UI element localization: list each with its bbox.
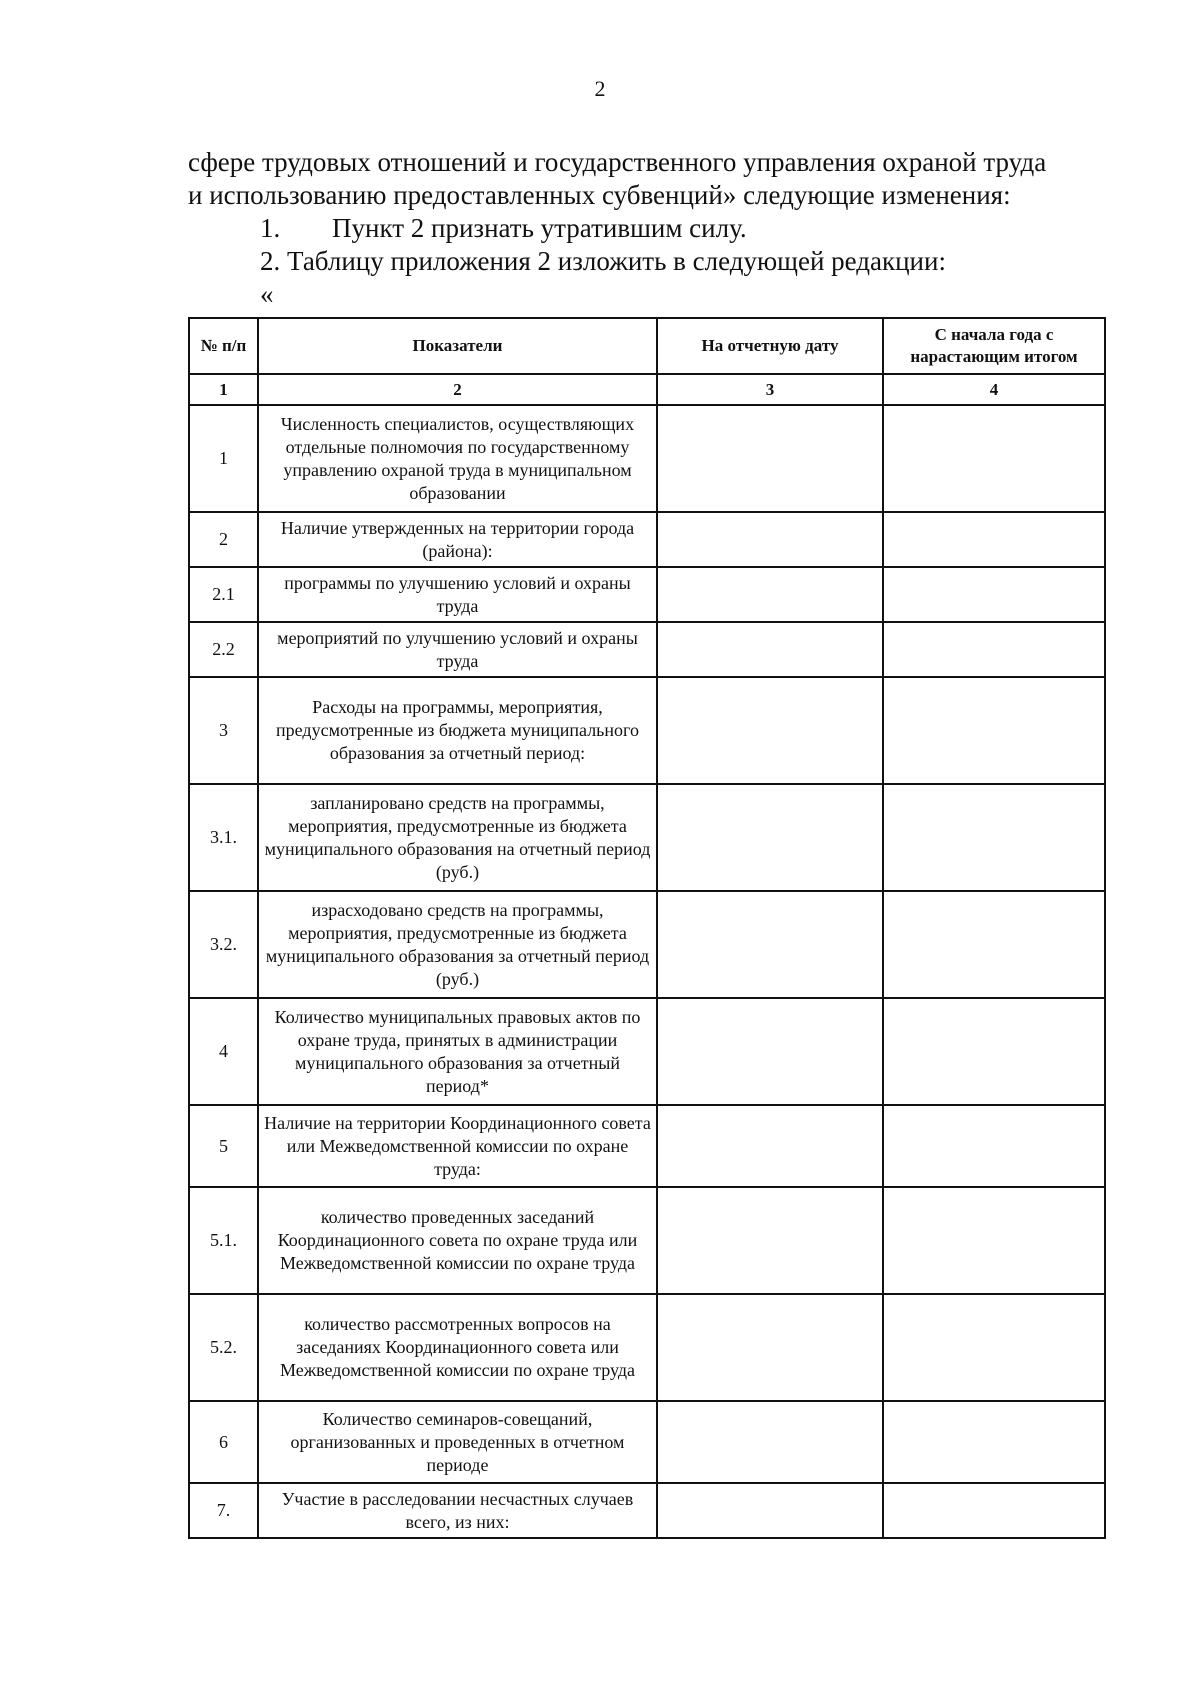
table-row <box>189 1483 1105 1538</box>
row-indicator: мероприятий по улучшению условий и охраны труда <box>258 622 657 677</box>
row-current-value <box>657 1105 883 1187</box>
row-current-value <box>657 1401 883 1483</box>
row-cumulative-value <box>883 512 1105 567</box>
intro-item-1-text: Пункт 2 признать утратившим силу. <box>332 213 747 243</box>
row-indicator: количество рассмотренных вопросов на заседаниях Координационного совета или Межведомственной комиссии по охране труда <box>258 1294 657 1401</box>
page-number: 2 <box>594 76 606 101</box>
table-row <box>189 1105 1105 1187</box>
indicators-table <box>188 317 1106 1539</box>
header-number: № п/п <box>189 318 258 374</box>
row-current-value <box>657 567 883 622</box>
row-number: 5.2. <box>189 1294 258 1401</box>
row-number: 5.1. <box>189 1187 258 1294</box>
table-row <box>189 1401 1105 1483</box>
table-row <box>189 1294 1105 1401</box>
table-row <box>189 784 1105 891</box>
row-cumulative-value <box>883 567 1105 622</box>
row-cumulative-value <box>883 1483 1105 1538</box>
table-row <box>189 512 1105 567</box>
row-current-value <box>657 405 883 512</box>
row-indicator: Участие в расследовании несчастных случаев всего, из них: <box>258 1483 657 1538</box>
table-row <box>189 998 1105 1105</box>
table-row <box>189 622 1105 677</box>
row-number: 7. <box>189 1483 258 1538</box>
row-cumulative-value <box>883 891 1105 998</box>
row-indicator: Количество муниципальных правовых актов по охране труда, принятых в администрации муниципального образования за отчетный период* <box>258 998 657 1105</box>
row-current-value <box>657 784 883 891</box>
row-indicator: программы по улучшению условий и охраны труда <box>258 567 657 622</box>
intro-item-1 <box>188 212 1108 245</box>
row-cumulative-value <box>883 677 1105 784</box>
intro-text <box>188 146 1108 311</box>
row-cumulative-value <box>883 1187 1105 1294</box>
row-cumulative-value <box>883 405 1105 512</box>
row-current-value <box>657 1187 883 1294</box>
table-row <box>189 1187 1105 1294</box>
intro-item-1-number: 1. <box>260 213 281 243</box>
column-numbers-row <box>189 374 1105 405</box>
opening-quote: « <box>260 279 274 309</box>
column-number: 4 <box>883 374 1105 405</box>
row-cumulative-value <box>883 1294 1105 1401</box>
header-cumulative: С начала года с нарастающим итогом <box>883 318 1105 374</box>
table-row <box>189 677 1105 784</box>
row-cumulative-value <box>883 784 1105 891</box>
intro-line-1: сфере трудовых отношений и государственного управления охраной труда <box>188 147 1047 177</box>
row-number: 6 <box>189 1401 258 1483</box>
row-cumulative-value <box>883 622 1105 677</box>
row-number: 2.1 <box>189 567 258 622</box>
row-current-value <box>657 622 883 677</box>
row-indicator: Наличие на территории Координационного совета или Межведомственной комиссии по охране труда: <box>258 1105 657 1187</box>
row-current-value <box>657 998 883 1105</box>
table-row <box>189 567 1105 622</box>
row-number: 2 <box>189 512 258 567</box>
row-number: 2.2 <box>189 622 258 677</box>
row-indicator: Количество семинаров-совещаний, организованных и проведенных в отчетном периоде <box>258 1401 657 1483</box>
table-header-row <box>189 318 1105 374</box>
row-indicator: израсходовано средств на программы, мероприятия, предусмотренные из бюджета муниципального образования за отчетный период (руб.) <box>258 891 657 998</box>
row-cumulative-value <box>883 998 1105 1105</box>
row-current-value <box>657 512 883 567</box>
row-current-value <box>657 1294 883 1401</box>
column-number: 1 <box>189 374 258 405</box>
row-indicator: запланировано средств на программы, мероприятия, предусмотренные из бюджета муниципального образования на отчетный период (руб.) <box>258 784 657 891</box>
column-number: 3 <box>657 374 883 405</box>
row-number: 3.2. <box>189 891 258 998</box>
row-indicator: количество проведенных заседаний Координационного совета по охране труда или Межведомственной комиссии по охране труда <box>258 1187 657 1294</box>
table-row <box>189 891 1105 998</box>
row-number: 3.1. <box>189 784 258 891</box>
intro-line-2: и использованию предоставленных субвенций» следующие изменения: <box>188 180 1011 210</box>
row-current-value <box>657 677 883 784</box>
row-indicator: Наличие утвержденных на территории города (района): <box>258 512 657 567</box>
row-cumulative-value <box>883 1105 1105 1187</box>
row-number: 5 <box>189 1105 258 1187</box>
row-number: 3 <box>189 677 258 784</box>
row-number: 4 <box>189 998 258 1105</box>
header-current-date: На отчетную дату <box>657 318 883 374</box>
column-number: 2 <box>258 374 657 405</box>
row-current-value <box>657 1483 883 1538</box>
table-row <box>189 405 1105 512</box>
header-indicator: Показатели <box>258 318 657 374</box>
intro-item-2: 2. Таблицу приложения 2 изложить в следующей редакции: <box>260 246 946 276</box>
row-indicator: Численность специалистов, осуществляющих отдельные полномочия по государственному управлению охраной труда в муниципальном образовании <box>258 405 657 512</box>
row-current-value <box>657 891 883 998</box>
row-cumulative-value <box>883 1401 1105 1483</box>
row-indicator: Расходы на программы, мероприятия, предусмотренные из бюджета муниципального образования за отчетный период: <box>258 677 657 784</box>
row-number: 1 <box>189 405 258 512</box>
